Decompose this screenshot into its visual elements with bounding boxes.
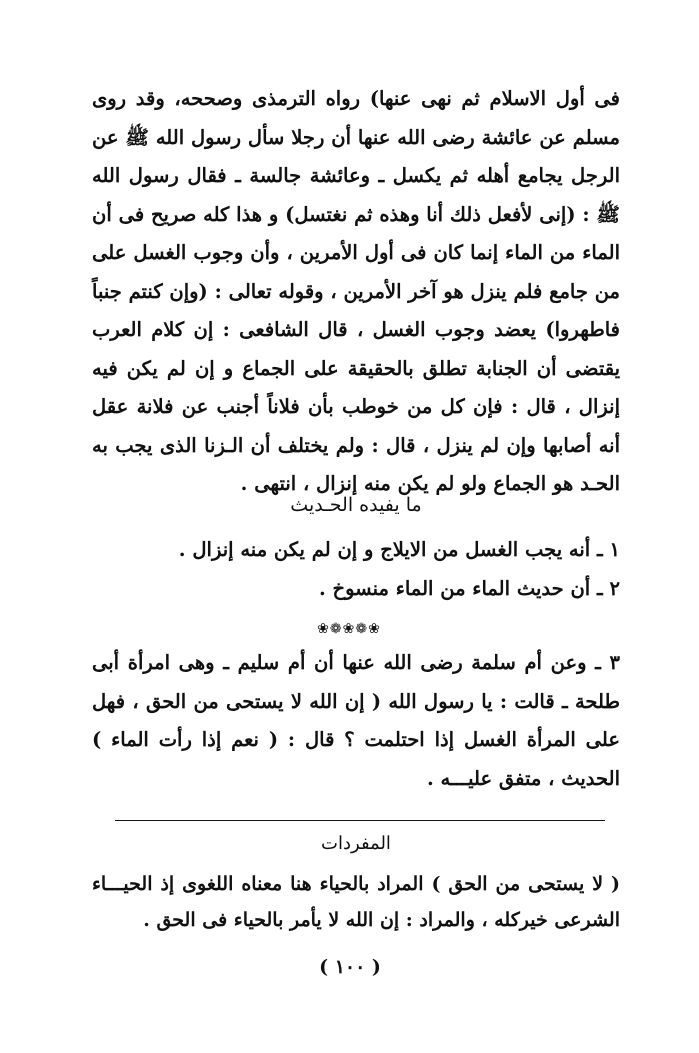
benefit-point-2: ٢ ـ أن حديث الماء من الماء منسوخ . [318, 577, 620, 600]
glossary-heading: المفردات [321, 833, 391, 854]
glossary-text: ( لا يستحى من الحق ) المراد بالحياء هنا معناه اللغوى إذ الحيـــاء الشرعى خيركله ، والمراد : إن الله لا يأمر بالحياء فى الحق . [92, 873, 620, 931]
hadith-paragraph-3: ٣ ـ وعن أم سلمة رضى الله عنها أن أم سليم ـ وهى امرأة أبى طلحة ـ قالت : يا رسول الله ( إن الله لا يستحى من الحق ، فهل على المرأة الغسل إذا احتلمت ؟ قال : ( نعم إذا رأت الماء ) الحديث ، متفق عليـــه . [92, 651, 620, 790]
page-number: ( ١٠٠ ) [319, 956, 381, 978]
body-paragraph-1: فى أول الاسلام ثم نهى عنها) رواه الترمذى وصححه، وقد روى مسلم عن عائشة رضى الله عنها أن رجلا سأل رسول الله ﷺ عن الرجل يجامع أهله ثم يكسل ـ وعائشة جالسة ـ فقال رسول الله ﷺ : (إنى لأفعل ذلك أنا وهذه ثم نغتسل) و هذا كله صريح فى أن الماء من الماء إنما كان فى أول الأمرين ، وأن وجوب الغسل على من جامع فلم ينزل هو آخر الأمرين ، وقوله تعالى : (وإن كنتم جنباً فاطهروا) يعضد وجوب الغسل ، قال الشافعى : إن كلام العرب يقتضى أن الجنابة تطلق بالحقيقة على الجماع و إن لم يكن فيه إنزال ، قال : فإن كل من خوطب بأن فلاناً أجنب عن فلانة عقل أنه أصابها وإن لم ينزل ، قال : ولم يختلف أن الـزنا الذى يجب به الحـد هو الجماع ولو لم يكن منه إنزال ، انتهى . [92, 87, 620, 495]
footnote-separator-line [115, 820, 605, 821]
benefits-heading: ما يفيده الحـديث [290, 494, 422, 516]
benefit-point-1: ١ ـ أنه يجب الغسل من الايلاج و إن لم يكن منه إنزال . [178, 538, 620, 561]
section-divider-ornament: ❀❁❀❁❀ [317, 621, 381, 637]
